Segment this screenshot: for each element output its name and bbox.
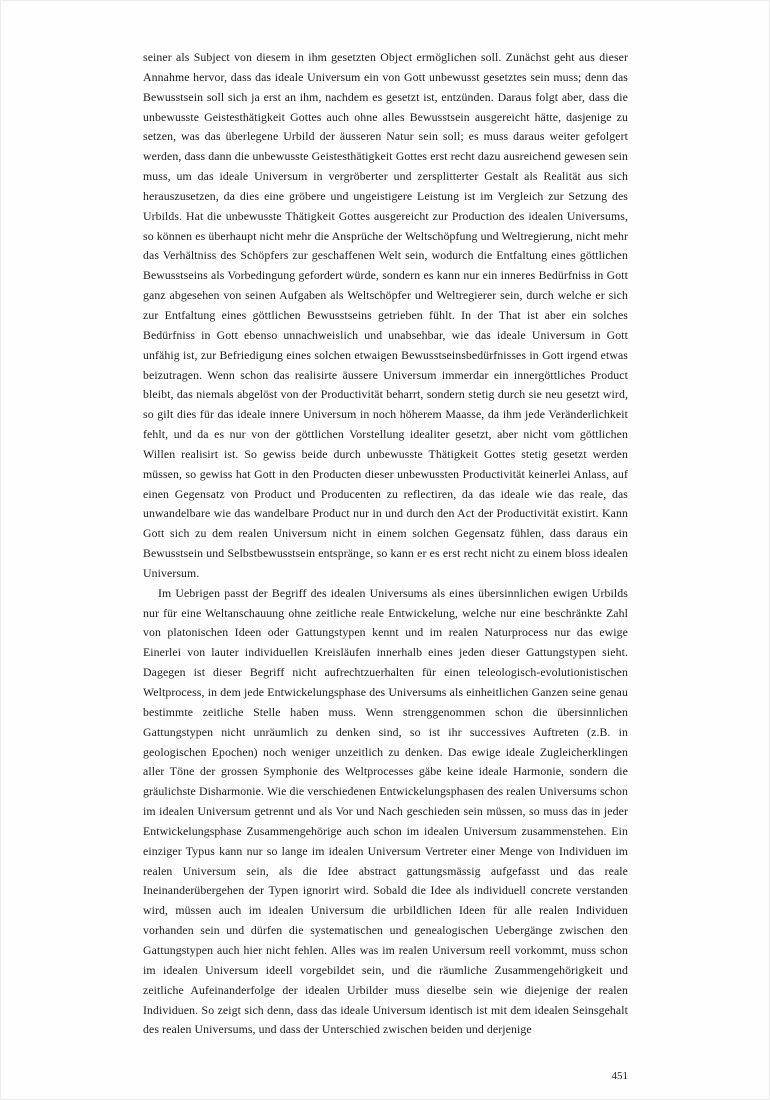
- page-number: 451: [611, 1070, 628, 1082]
- paragraph-continuation: seiner als Subject von diesem in ihm gesetzten Object ermöglichen soll. Zunächst geht aus dieser Annahme hervor, dass das ideale Universum ein von Gott unbewusst gesetztes sein muss; denn das Bewusstsein soll sich ja erst an ihm, nachdem es gesetzt ist, entzünden. Daraus folgt aber, dass die unbewusste Geistesthätigkeit Gottes auch ohne alles Bewusstsein ausgereicht hätte, dasjenige zu setzen, was das überlegene Urbild der äusseren Natur sein soll; es muss daraus weiter gefolgert werden, dass dann die unbewusste Geistesthätigkeit Gottes erst recht dazu ausreichend gewesen sein muss, um das ideale Universum in vergröberter und zersplitterter Gestalt als Realität aus sich herauszusetzen, da dies eine gröbere und ungeistigere Leistung ist im Vergleich zur Setzung des Urbilds. Hat die unbewusste Thätigkeit Gottes ausgereicht zur Production des idealen Universums, so können es überhaupt nicht mehr die Ansprüche der Weltschöpfung und Weltregierung, nicht mehr das Verhältniss des Schöpfers zur geschaffenen Welt sein, wodurch die Entfaltung eines göttlichen Bewusstseins als Vorbedingung gefordert würde, sondern es kann nur ein inneres Bedürfniss in Gott ganz abgesehen von seinen Aufgaben als Weltschöpfer und Weltregierer sein, durch welche er sich zur Entfaltung eines göttlichen Bewusstseins getrieben fühlt. In der That ist aber ein solches Bedürfniss in Gott ebenso unnachweislich und unabsehbar, wie das ideale Universum in Gott unfähig ist, zur Befriedigung eines solchen etwaigen Bewusstseinsbedürfnisses in Gott irgend etwas beizutragen. Wenn schon das realisirte äussere Universum immerdar ein innergöttliches Product bleibt, das niemals abgelöst von der Productivität beharrt, sondern stetig durch sie neu gesetzt wird, so gilt dies für das ideale innere Universum in noch höherem Maasse, da ihm jede Veränderlichkeit fehlt, und da es nur von der göttlichen Vorstellung idealiter gesetzt, aber nicht vom göttlichen Willen realisirt ist. So gewiss beide durch unbewusste Thätigkeit Gottes stetig gesetzt werden müssen, so gewiss hat Gott in den Producten dieser unbewussten Productivität keinerlei Anlass, auf einen Gegensatz von Product und Producenten zu reflectiren, da das ideale wie das reale, das unwandelbare wie das wandelbare Product nur in und durch den Act der Productivität existirt. Kann Gott sich zu dem realen Universum nicht in einem solchen Gegensatz fühlen, dass daraus ein Bewusstsein und Selbstbewusstsein entspränge, so kann er es erst recht nicht zu einem bloss idealen Universum.: [143, 50, 628, 580]
- paragraph: Im Uebrigen passt der Begriff des idealen Universums als eines übersinnlichen ewigen Urbilds nur für eine Weltanschauung ohne zeitliche reale Entwickelung, welche nur eine beschränkte Zahl von platonischen Ideen oder Gattungstypen kennt und im realen Naturprocess nur das ewige Einerlei von lauter individuellen Kreisläufen innerhalb eines jeden dieser Gattungstypen sieht. Dagegen ist dieser Begriff nicht aufrechtzuerhalten für einen teleologisch-evolutionistischen Weltprocess, in dem jede Entwickelungsphase des Universums als einheitlichen Ganzen seine genau bestimmte zeitliche Stelle haben muss. Wenn strenggenommen schon die übersinnlichen Gattungstypen nicht unräumlich zu denken sind, so ist ihr successives Auftreten (z.B. in geologischen Epochen) noch weniger unzeitlich zu denken. Das ewige ideale Zugleicherklingen aller Töne der grossen Symphonie des Weltprocesses gäbe keine ideale Harmonie, sondern die gräulichste Disharmonie. Wie die verschiedenen Entwickelungsphasen des realen Universums schon im idealen Universum getrennt und als Vor und Nach geschieden sein müssen, so muss das in jeder Entwickelungsphase Zusammengehörige auch schon im idealen Universum zusammenstehen. Ein einziger Typus kann nur so lange im idealen Universum Vertreter einer Menge von Individuen im realen Universum sein, als die Idee abstract gattungsmässig aufgefasst und das reale Ineinanderübergehen der Typen ignorirt wird. Sobald die Idee als individuell concrete verstanden wird, müssen auch im idealen Universum die urbildlichen Ideen für alle realen Individuen vorhanden sein und dürfen die systematischen und genealogischen Uebergänge zwischen den Gattungstypen auch hier nicht fehlen. Alles was im realen Universum reell vorkommt, muss schon im idealen Universum ideell vorgebildet sein, und die räumliche Zusammengehörigkeit und zeitliche Aufeinanderfolge der idealen Urbilder muss dieselbe sein wie diejenige der realen Individuen. So zeigt sich denn, dass das ideale Universum identisch ist mit dem idealen Seinsgehalt des realen Universums, und dass der Unterschied zwischen beiden und derjenige: [143, 585, 628, 1037]
- text-block: [143, 48, 628, 1040]
